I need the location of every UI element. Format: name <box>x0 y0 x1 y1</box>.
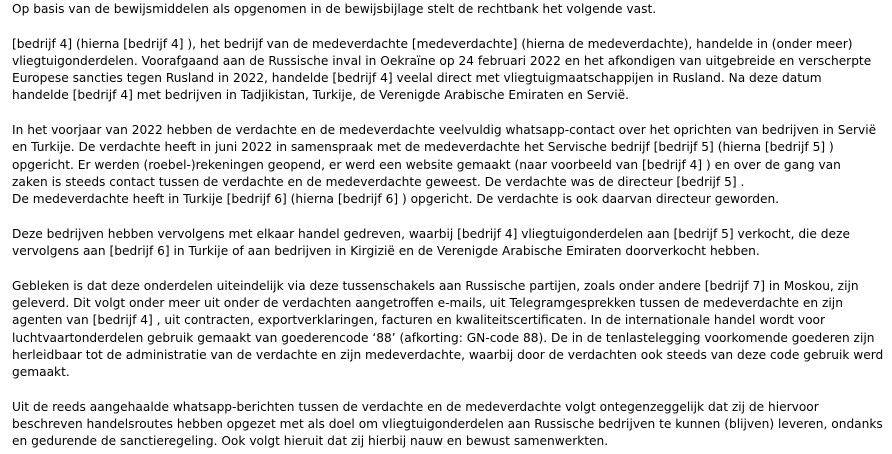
paragraph-whatsapp-contact: In het voorjaar van 2022 hebben de verdachte en de medeverdachte veelvuldig whatsapp-contact over het oprichten van bedrijven in Servië en Turkije. De verdachte heeft in juni 2022 in samenspraak met de medeverdachte het Servische bedrijf [bedrijf 5] (hierna [bedrijf 5] ) opgericht. Er werden (roebel-)rekeningen geopend, er werd een website gemaakt (naar voorbeeld van [bedrijf 4] ) en over de gang van zaken is steeds contact tussen de verdachte en de medeverdachte geweest. De verdachte was de directeur [bedrijf 5] . <box>12 123 877 189</box>
paragraph-gap <box>12 18 888 35</box>
paragraph-conclusie: Uit de reeds aangehaalde whatsapp-berichten tussen de verdachte en de medeverdachte volgt ontegenzeggelijk dat zij de hiervoor beschreven handelsroutes hebben opgezet met als doel om vliegtuigonderdelen aan Russische bedrijven te kunnen (blijven) leveren, ondanks en gedurende de sanctieregeling. Ook volgt hieruit dat zij hierbij nauw en bewust samenwerkten. <box>12 399 883 449</box>
paragraph-gap <box>12 209 888 226</box>
document-body <box>12 1 888 451</box>
paragraph-gap <box>12 260 888 277</box>
paragraph-bedrijf-6: De medeverdachte heeft in Turkije [bedrijf 6] (hierna [bedrijf 6] ) opgericht. De verdachte is ook daarvan directeur geworden. <box>12 192 780 207</box>
paragraph-handel: Deze bedrijven hebben vervolgens met elkaar handel gedreven, waarbij [bedrijf 4] vliegtuigonderdelen aan [bedrijf 5] verkocht, die deze vervolgens aan [bedrijf 6] in Turkije of aan bedrijven in Kirgizië en de Verenigde Arabische Emiraten doorverkocht hebben. <box>12 226 850 259</box>
paragraph-gap <box>12 105 888 122</box>
paragraph-intro: Op basis van de bewijsmiddelen als opgenomen in de bewijsbijlage stelt de rechtbank het volgende vast. <box>12 2 657 16</box>
paragraph-gebleken: Gebleken is dat deze onderdelen uiteindelijk via deze tussenschakels aan Russische partijen, zoals onder andere [bedrijf 7] in Moskou, zijn geleverd. Dit volgt onder meer uit onder de verdachten aangetroffen e-mails, uit Telegramgesprekken tussen de medeverdachte en zijn agenten van [bedrijf 4] , uit contracten, exportverklaringen, facturen en kwaliteitscertificaten. In de internationale handel wordt voor luchtvaartonderdelen gebruik gemaakt van goederencode ‘88’ (afkorting: GN-code 88). De in de tenlastelegging voorkomende goederen zijn herleidbaar tot de administratie van de verdachte en zijn medeverdachte, waarbij door de verdachten ook steeds van deze code gebruik werd gemaakt. <box>12 278 884 380</box>
paragraph-gap <box>12 382 888 399</box>
paragraph-bedrijf-4: [bedrijf 4] (hierna [bedrijf 4] ), het bedrijf van de medeverdachte [medeverdachte] (hierna de medeverdachte), handelde in (onder meer) vliegtuigonderdelen. Voorafgaand aan de Russische inval in Oekraïne op 24 februari 2022 en het afkondigen van uitgebreide en verscherpte Europese sancties tegen Rusland in 2022, handelde [bedrijf 4] veelal direct met vliegtuigmaatschappijen in Rusland. Na deze datum handelde [bedrijf 4] met bedrijven in Tadjikistan, Turkije, de Verenigde Arabische Emiraten en Servië. <box>12 36 872 103</box>
